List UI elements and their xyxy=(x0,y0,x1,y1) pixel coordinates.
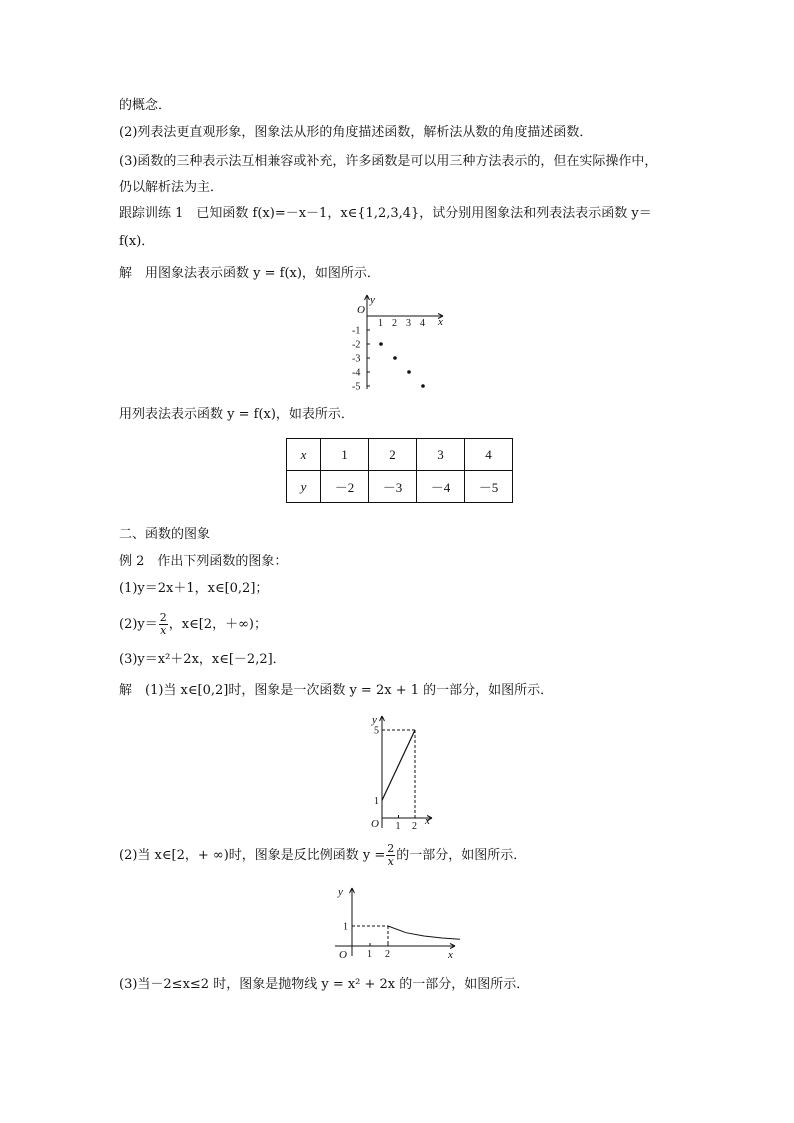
example-item-1: (1)y＝2x＋1，x∈[0,2]； xyxy=(119,581,269,596)
y-axis-label: y xyxy=(338,886,343,898)
series-line xyxy=(382,730,415,800)
x-tick-label: 3 xyxy=(406,318,411,329)
y-tick-label: -3 xyxy=(352,353,361,365)
table-header-y: y xyxy=(287,471,321,503)
y-axis-label: y xyxy=(370,294,375,306)
series-curve xyxy=(388,926,460,939)
fraction-2-over-x xyxy=(386,843,395,868)
intro-line-2: (2)列表法更直观形象，图象法从形的角度描述函数，解析法从数的角度描述函数． xyxy=(119,125,593,140)
table-cell: －4 xyxy=(417,471,465,503)
line-graph-2 xyxy=(365,712,437,830)
solution-1-text: 解 (1)当 x∈[0,2]时，图象是一次函数 y = 2x + 1 的一部分，如图所示． xyxy=(119,683,554,698)
y-tick-label: 1 xyxy=(343,921,348,933)
intro-line-1: 的概念． xyxy=(119,98,172,113)
intro-line-3: (3)函数的三种表示法互相兼容或补充，许多函数是可以用三种方法表示的，但在实际操作中， xyxy=(119,154,658,169)
x-axis-label: x xyxy=(438,316,443,328)
y-tick-label: -2 xyxy=(352,339,361,351)
y-tick-label: 1 xyxy=(374,795,379,807)
example-item-3: (3)y＝x²＋2x，x∈[－2,2]． xyxy=(119,652,286,667)
x-axis-label: x xyxy=(448,949,453,961)
table-row-y xyxy=(287,471,513,503)
example-item-2 xyxy=(119,612,267,637)
table-row-x xyxy=(287,439,513,471)
x-tick-label: 1 xyxy=(367,949,372,960)
table-cell: 3 xyxy=(417,439,465,471)
solution-2-text xyxy=(119,843,526,868)
table-cell: －3 xyxy=(369,471,417,503)
table-cell: 2 xyxy=(369,439,417,471)
sol2-prefix: (2)当 x∈[2，+ ∞)时，图象是反比例函数 y = xyxy=(119,848,386,863)
item2-prefix: (2)y＝ xyxy=(119,617,158,632)
fraction-2-over-x xyxy=(159,612,168,637)
example-2-title: 例 2 作出下列函数的图象： xyxy=(119,554,288,569)
x-tick-label: 2 xyxy=(412,821,417,830)
x-axis-label: x xyxy=(425,815,430,827)
table-cell: 1 xyxy=(321,439,369,471)
exercise-line-1: 跟踪训练 1 已知函数 f(x)=－x－1，x∈{1,2,3,4}，试分别用图象法和列表法表示函数 y＝ xyxy=(119,206,652,221)
x-tick-label: 2 xyxy=(392,318,397,329)
data-point xyxy=(393,356,397,360)
y-axis-label: y xyxy=(372,714,377,726)
x-tick-label: 1 xyxy=(378,318,383,329)
fraction-numerator: 2 xyxy=(159,611,167,624)
section-heading: 二、函数的图象 xyxy=(119,527,211,542)
data-point xyxy=(407,370,411,374)
y-tick-label: -4 xyxy=(352,367,361,379)
fraction-numerator: 2 xyxy=(387,842,395,855)
solution-table-text: 用列表法表示函数 y = f(x)，如表所示． xyxy=(119,407,354,422)
origin-label: O xyxy=(371,818,379,830)
y-tick-label: -1 xyxy=(352,325,361,337)
fraction-denominator: x xyxy=(160,624,167,637)
table-cell: 4 xyxy=(465,439,513,471)
x-tick-label: 4 xyxy=(420,318,425,329)
sol2-suffix: 的一部分，如图所示． xyxy=(396,848,527,863)
curve-graph-3 xyxy=(333,884,461,962)
table-cell: －5 xyxy=(465,471,513,503)
fraction-denominator: x xyxy=(387,855,394,868)
scatter-graph-1 xyxy=(345,292,450,392)
data-point xyxy=(421,384,425,388)
origin-label: O xyxy=(357,304,365,316)
solution-graph-text: 解 用图象法表示函数 y = f(x)，如图所示． xyxy=(119,266,380,281)
exercise-line-2: f(x)． xyxy=(119,234,155,249)
data-point xyxy=(379,342,383,346)
x-tick-label: 1 xyxy=(395,821,401,830)
item2-suffix: ，x∈[2，＋∞)； xyxy=(168,617,267,632)
y-tick-label: -5 xyxy=(352,381,361,392)
origin-label: O xyxy=(339,949,347,961)
intro-line-4: 仍以解析法为主． xyxy=(119,180,224,195)
table-cell: －2 xyxy=(321,471,369,503)
value-table xyxy=(286,438,513,503)
solution-3-text: (3)当－2≤x≤2 时，图象是抛物线 y = x² + 2x 的一部分，如图所示． xyxy=(119,977,530,992)
y-tick-label: 5 xyxy=(374,725,379,737)
table-header-x: x xyxy=(287,439,321,471)
x-tick-label: 2 xyxy=(385,949,390,960)
